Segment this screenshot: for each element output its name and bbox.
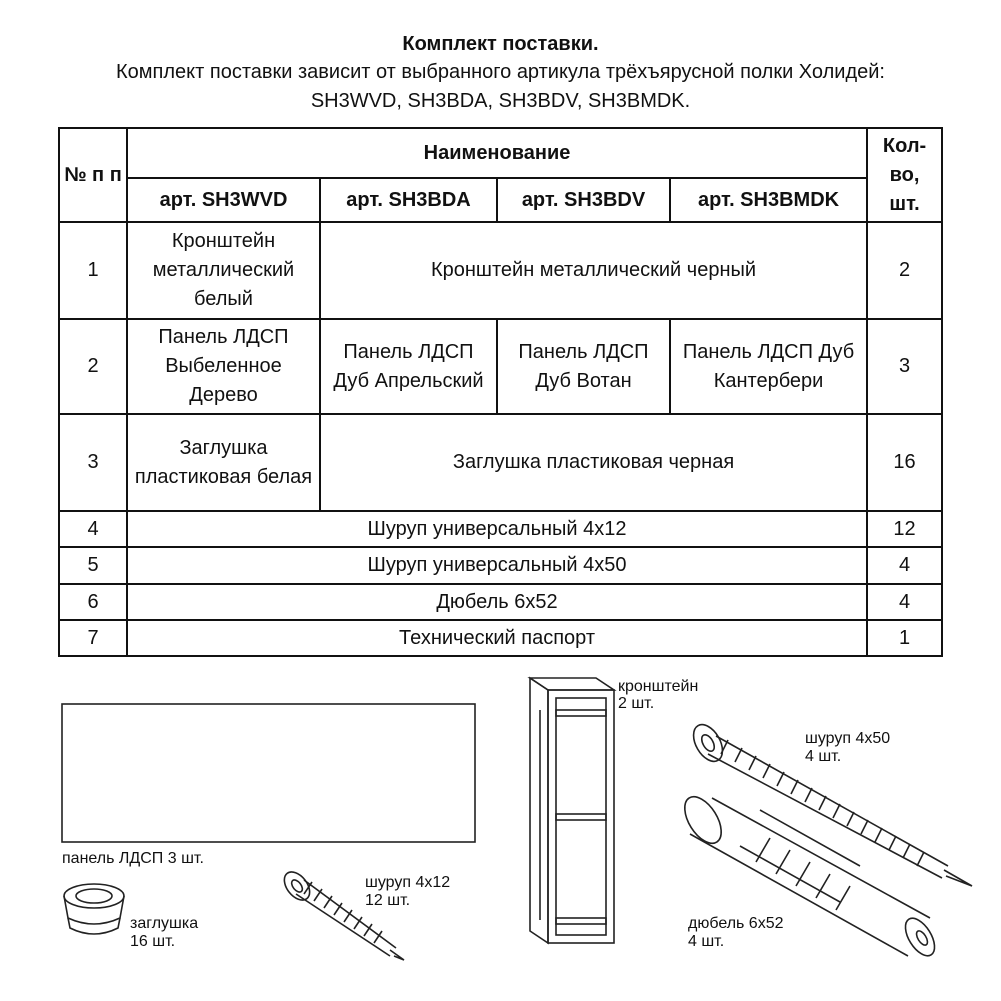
subtitle-line-2: SH3WVD, SH3BDA, SH3BDV, SH3BMDK.: [310, 90, 691, 112]
contents-table: [58, 127, 943, 657]
page-heading: [0, 30, 1001, 116]
panel-drawing: [62, 704, 475, 842]
table-row: [59, 584, 942, 620]
row-quantity: 3: [867, 319, 942, 414]
row-quantity: 16: [867, 414, 942, 511]
dowel-count: 4 шт.: [688, 933, 725, 950]
row-number: 3: [59, 414, 127, 511]
screw-4x50-label: шуруп 4х50: [805, 730, 891, 747]
row-number: 7: [59, 620, 127, 656]
dowel-label: дюбель 6х52: [688, 915, 784, 932]
row-item-variant: Панель ЛДСП Дуб Вотан: [497, 319, 670, 414]
header-quantity: Кол-во, шт.: [867, 128, 942, 222]
row-item-white: Кронштейн металлический белый: [127, 222, 320, 319]
row-item-variant: Панель ЛДСП Дуб Кантербери: [670, 319, 867, 414]
header-number: № п п: [59, 128, 127, 222]
row-quantity: 2: [867, 222, 942, 319]
row-item: Технический паспорт: [127, 620, 867, 656]
page-title: Комплект поставки.: [402, 33, 599, 55]
row-item-common: Заглушка пластиковая черная: [320, 414, 867, 511]
table-header-row: [59, 128, 942, 178]
row-number: 5: [59, 547, 127, 584]
table-row: [59, 414, 942, 511]
screw-4x50-count: 4 шт.: [805, 748, 842, 765]
row-item-variant: Панель ЛДСП Выбеленное Дерево: [127, 319, 320, 414]
header-name: Наименование: [127, 128, 867, 178]
table-row: [59, 511, 942, 547]
screw-4x12-label: шуруп 4х12: [365, 874, 451, 891]
article-sh3bmdk: арт. SH3BMDK: [670, 178, 867, 222]
row-item: Шуруп универсальный 4х50: [127, 547, 867, 584]
cap-drawing: [64, 884, 124, 934]
article-sh3bda: арт. SH3BDA: [320, 178, 497, 222]
table-row: [59, 620, 942, 656]
bracket-label: кронштейн: [618, 678, 699, 695]
bracket-count: 2 шт.: [618, 695, 655, 712]
row-item: Дюбель 6х52: [127, 584, 867, 620]
row-number: 4: [59, 511, 127, 547]
cap-label: заглушка: [130, 915, 199, 932]
panel-label: панель ЛДСП 3 шт.: [62, 850, 204, 867]
row-number: 1: [59, 222, 127, 319]
article-sh3wvd: арт. SH3WVD: [127, 178, 320, 222]
row-quantity: 4: [867, 584, 942, 620]
table-row: [59, 319, 942, 414]
row-item-common: Кронштейн металлический черный: [320, 222, 867, 319]
row-quantity: 4: [867, 547, 942, 584]
row-item-white: Заглушка пластиковая белая: [127, 414, 320, 511]
screw-4x12-count: 12 шт.: [365, 892, 411, 909]
row-number: 6: [59, 584, 127, 620]
row-item: Шуруп универсальный 4х12: [127, 511, 867, 547]
row-quantity: 12: [867, 511, 942, 547]
subtitle-line-1: Комплект поставки зависит от выбранного артикула трёхъярусной полки Холидей:: [116, 61, 885, 83]
table-row: [59, 222, 942, 319]
row-number: 2: [59, 319, 127, 414]
bracket-drawing: [530, 678, 614, 943]
row-item-variant: Панель ЛДСП Дуб Апрельский: [320, 319, 497, 414]
row-quantity: 1: [867, 620, 942, 656]
article-sh3bdv: арт. SH3BDV: [497, 178, 670, 222]
cap-count: 16 шт.: [130, 933, 176, 950]
table-article-row: [59, 178, 942, 222]
table-row: [59, 547, 942, 584]
